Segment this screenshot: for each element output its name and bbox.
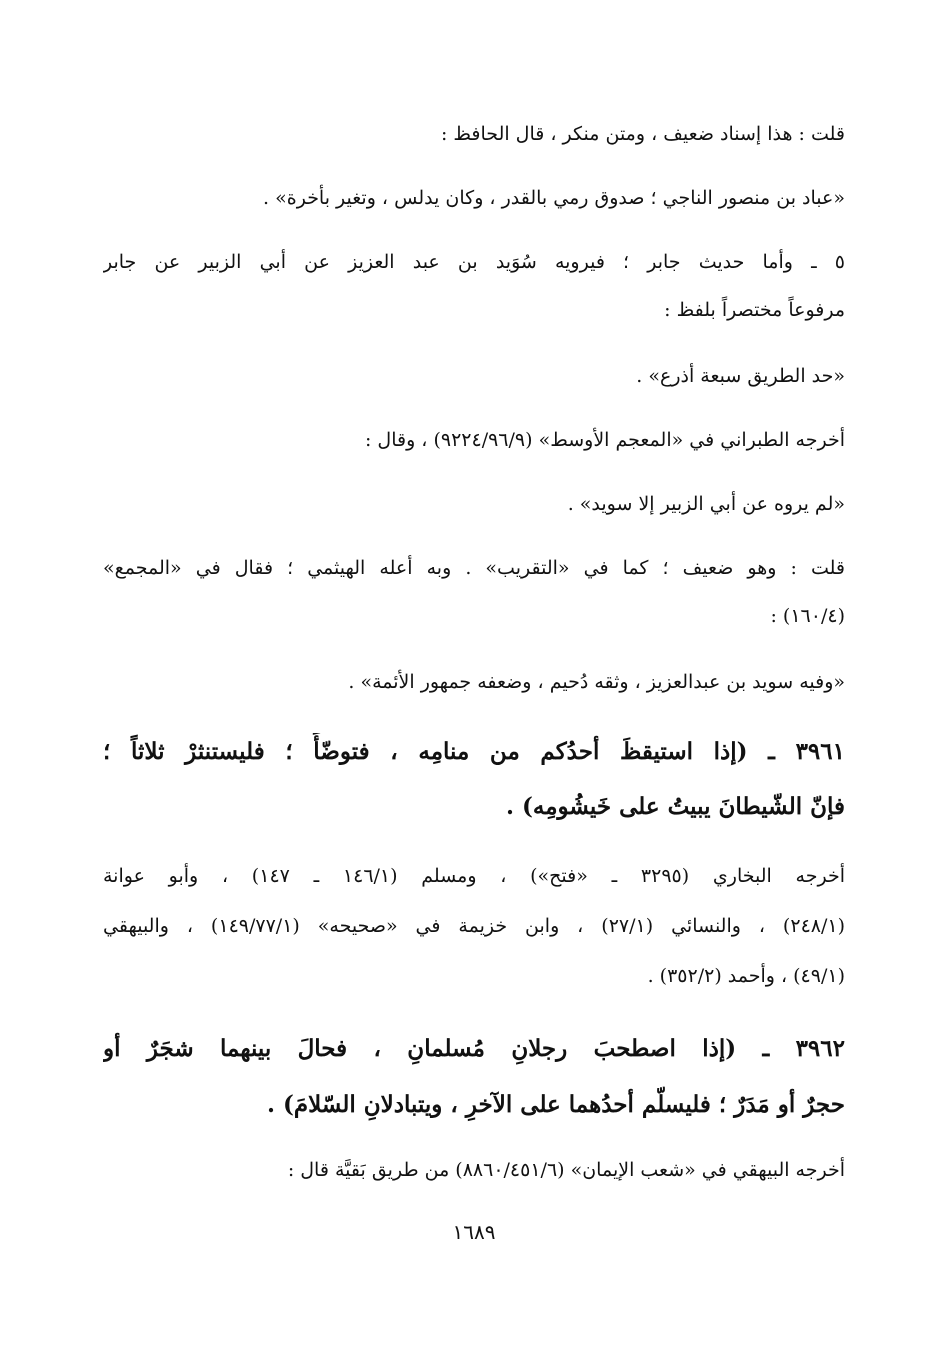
takhrij-line-3: (٤٩/١) ، وأحمد (٣٥٢/٢) . — [647, 965, 845, 987]
text-line-haythami-2: (١٦٠/٤) : — [770, 605, 845, 627]
hadith-heading-3962-line-2: حجرٌ أو مَدَرٌ ؛ فليسلّم أحدُهما على الآخرِ ، ويتبادلانِ السّلامَ) . — [266, 1091, 845, 1118]
hadith-heading-3961-line-1: ٣٩٦١ ـ (إذا استيقظَ أحدُكم من منامِه ، فتوضّأَ ؛ فليستنثرْ ثلاثاً ؛ — [103, 738, 845, 765]
hadith-heading-3962-line-1: ٣٩٦٢ ـ (إذا اصطحبَ رجلانِ مُسلمانِ ، فحالَ بينهما شجَرٌ أو — [103, 1035, 845, 1062]
takhrij-line-2: (٢٤٨/١) ، والنسائي (٢٧/١) ، وابن خزيمة في «صحيحه» (١٤٩/٧٧/١) ، والبيهقي — [103, 915, 845, 937]
text-line-tabarani: أخرجه الطبراني في «المعجم الأوسط» (٩٢٢٤/٩٦/٩) ، وقال : — [364, 429, 845, 451]
text-line-1: قلت : هذا إسناد ضعيف ، ومتن منكر ، قال الحافظ : — [440, 123, 845, 145]
takhrij-line-bayhaqi: أخرجه البيهقي في «شعب الإيمان» (٨٨٦٠/٤٥١/٦) من طريق بَقيَّة قال : — [287, 1159, 845, 1181]
text-line-jabir-1: ٥ ـ وأما حديث جابر ؛ فيرويه سُوَيد بن عبد العزيز عن أبي الزبير عن جابر — [103, 251, 845, 273]
text-line-haythami-1: قلت : وهو ضعيف ؛ كما في «التقريب» . وبه أعله الهيثمي ؛ فقال في «المجمع» — [103, 557, 845, 579]
hadith-quote-road-width: «حد الطريق سبعة أذرع» . — [636, 365, 845, 387]
takhrij-line-1: أخرجه البخاري (٣٢٩٥ ـ «فتح») ، ومسلم (١٤٦/١ ـ ١٤٧) ، وأبو عوانة — [103, 865, 845, 887]
quote-line-abbad: «عباد بن منصور الناجي ؛ صدوق رمي بالقدر ، وكان يدلس ، وتغير بأخرة» . — [263, 187, 845, 209]
page-number: ١٦٨٩ — [452, 1220, 496, 1244]
quote-line-majma: «وفيه سويد بن عبدالعزيز ، وثقه دُحيم ، وضعفه جمهور الأئمة» . — [348, 671, 845, 693]
hadith-heading-3961-line-2: فإنّ الشّيطانَ يبيتُ على خَيشُومِه) . — [505, 793, 845, 820]
text-line-jabir-2: مرفوعاً مختصراً بلفظ : — [664, 299, 845, 321]
quote-line-suwayd: «لم يروه عن أبي الزبير إلا سويد» . — [567, 493, 845, 515]
